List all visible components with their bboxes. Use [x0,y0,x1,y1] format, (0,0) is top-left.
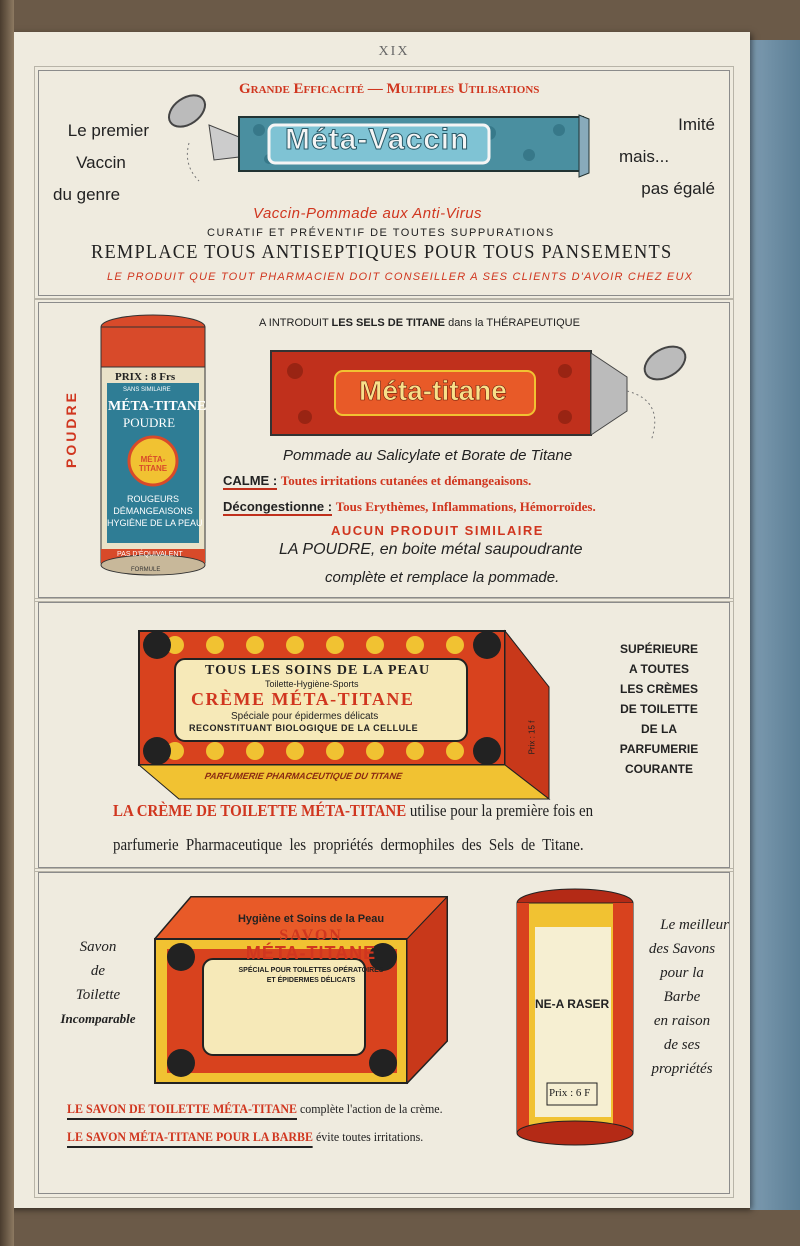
creme-box [135,623,565,803]
box-line-2: Toilette-Hygiène-Sports [265,679,359,689]
savon-line-2: LE SAVON MÉTA-TITANE POUR LA BARBE évite toutes irritations. [67,1129,423,1145]
box-line-5: ET ÉPIDERMES DÉLICATS [266,977,356,984]
can-tiny-2: PAS D'ÉQUIVALENT [117,551,183,558]
box-line-4: SPÉCIAL POUR TOILETTES OPÉRATOIRES [238,967,384,974]
can-tiny-1: SANS SIMILAIRE [123,387,171,393]
barbe-right-slogan: Le meilleur des Savons pour la Barbe en raison de ses propriétés [648,917,729,1077]
savon-box [151,891,461,1087]
savon-left-slogan: Savon de Toilette Incomparable [60,939,136,1026]
savon-line-1: LE SAVON DE TOILETTE MÉTA-TITANE complète l'action de la crème. [67,1101,443,1117]
desc: Pommade au Salicylate et Borate de Titane [283,447,573,464]
line-curatif: CURATIF ET PRÉVENTIF DE TOUTES SUPPURATIONS [207,227,555,239]
tube-label: Méta-Vaccin [285,123,470,156]
poudre-can [93,313,213,583]
panel-meta-vaccin [38,70,730,296]
meta-vaccin-tube [159,85,599,185]
aucun: AUCUN PRODUIT SIMILAIRE [331,523,544,538]
box-line-2: SAVON [279,927,343,944]
creme-line-2: parfumerie Pharmaceutique les propriétés dermophiles des Sels de Titane. [113,835,584,854]
poudre-line-1: LA POUDRE, en boite métal saupoudrante [279,541,583,558]
barbe-can [513,887,637,1149]
box-line-3: CRÈME MÉTA-TITANE [191,689,415,709]
page [8,32,750,1208]
meta-titane-tube [265,331,705,451]
can-seal: MÉTA-TITANE [138,455,168,473]
book-gutter [0,0,14,1246]
box-line-5: RECONSTITUANT BIOLOGIQUE DE LA CELLULE [189,723,419,733]
box-line-1: TOUS LES SOINS DE LA PEAU [205,663,431,678]
box-line-4: Spéciale pour épidermes délicats [231,711,379,722]
can-type: POUDRE [123,415,176,430]
tube-label: Méta-titane [359,375,507,406]
creme-line-1: LA CRÈME DE TOILETTE MÉTA-TITANE utilise pour la première fois en [113,801,594,820]
box-line-3: MÉTA-TITANE [245,943,377,963]
book-edge [750,40,800,1210]
decong-line: Décongestionne : Tous Erythèmes, Inflammations, Hémorroïdes. [223,499,596,514]
can-tiny-3: FORMULE [131,567,161,573]
calme-line: CALME : Toutes irritations cutanées et démangeaisons. [223,473,532,488]
can-price: PRIX : 8 Frs [115,371,176,383]
right-slogan: Imité mais... pas égalé [619,115,715,198]
can-lines: ROUGEURS DÉMANGEAISONS HYGIÈNE DE LA PEAU [107,494,203,528]
left-slogan: Le premier Vaccin du genre [53,121,149,204]
box-side: PARFUMERIE PHARMACEUTIQUE DU TITANE [203,771,404,781]
intro-line: A INTRODUIT LES SELS DE TITANE dans la THÉRAPEUTIQUE [259,317,580,329]
page-number: XIX [378,44,410,59]
subtitle: Vaccin-Pommade aux Anti-Virus [253,205,483,222]
line-remplace: REMPLACE TOUS ANTISEPTIQUES POUR TOUS PANSEMENTS [91,241,673,263]
can-price: Prix : 6 F [549,1087,591,1099]
headline: Grande Efficacité — Multiples Utilisations [239,81,540,97]
panel-creme [38,602,730,868]
panel-savon [38,872,730,1194]
box-line-1: Hygiène et Soins de la Peau [237,913,385,925]
box-end: Prix : 15 f [527,720,537,755]
creme-right-slogan: SUPÉRIEURE A TOUTES LES CRÈMES DE TOILETTE DE LA PARFUMERIE COURANTE [619,642,699,776]
panel-meta-titane [38,302,730,598]
can-label: NE-A RASER [535,997,610,1011]
can-icon [513,887,637,1149]
line-pharmacien: LE PRODUIT QUE TOUT PHARMACIEN DOIT CONSEILLER A SES CLIENTS D'AVOIR CHEZ EUX [107,271,694,283]
can-icon [93,313,213,583]
poudre-line-2: complète et remplace la pommade. [325,569,560,586]
side-label-poudre: POUDRE [63,390,79,468]
can-brand: MÉTA-TITANE [108,399,207,414]
